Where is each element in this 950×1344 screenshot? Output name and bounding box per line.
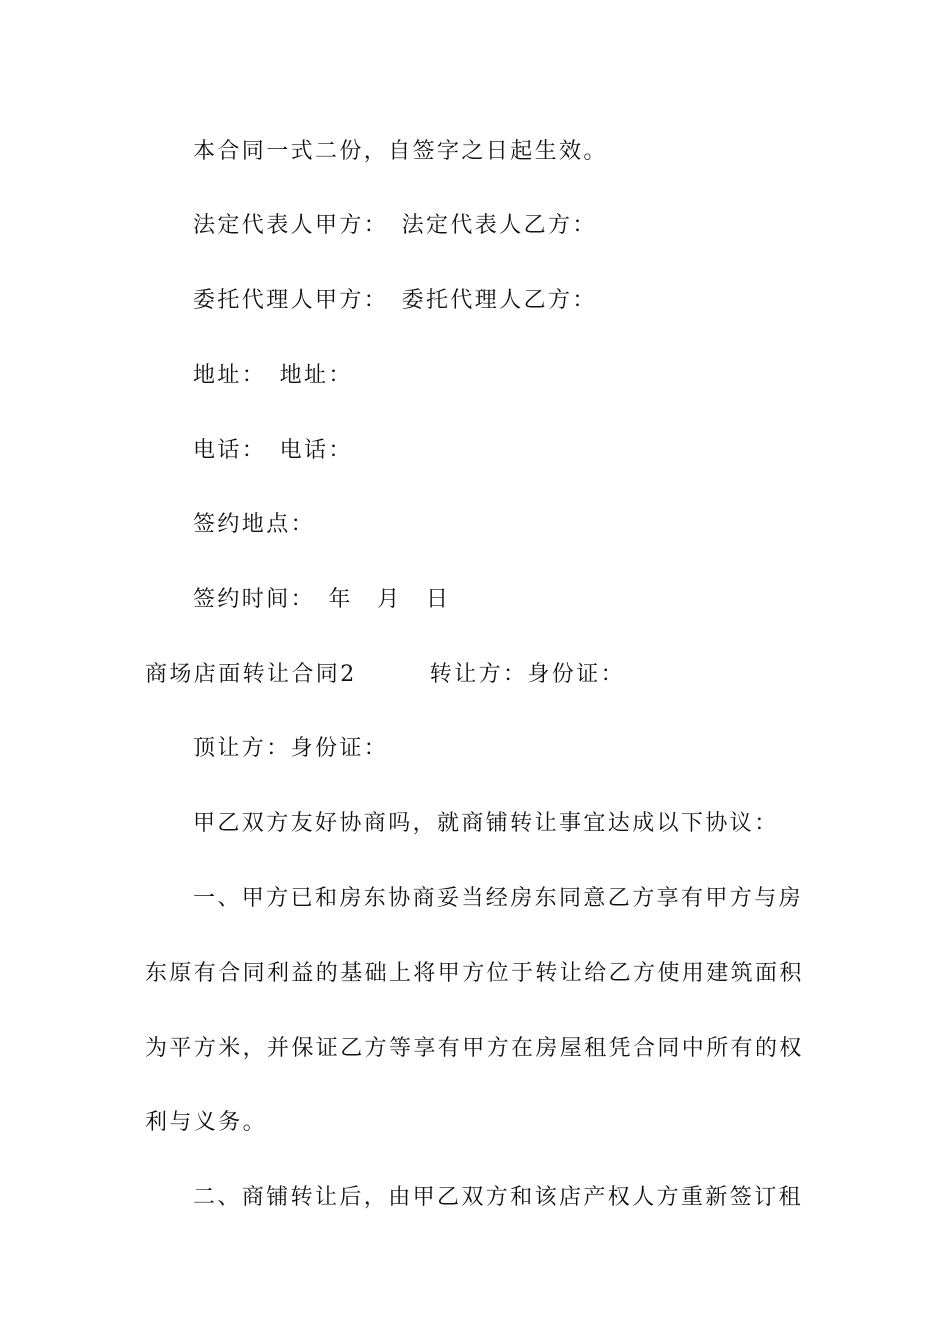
clause-two-line-1: 二、商铺转让后，由甲乙双方和该店产权人方重新签订租 xyxy=(193,1185,804,1210)
signing-date-line: 签约时间： 年 月 日 xyxy=(193,587,451,612)
authorized-agents-line: 委托代理人甲方： 委托代理人乙方： xyxy=(193,288,597,313)
address-line: 地址： 地址： xyxy=(193,363,353,388)
clause-one-line-4: 利与义务。 xyxy=(145,1110,268,1135)
phone-line: 电话： 电话： xyxy=(193,438,353,463)
clause-one-line-2: 东原有合同利益的基础上将甲方位于转让给乙方使用建筑面积 xyxy=(145,961,804,986)
legal-representatives-line: 法定代表人甲方： 法定代表人乙方： xyxy=(193,213,597,238)
contract-title-transferor-line: 商场店面转让合同2 转让方：身份证： xyxy=(145,662,625,687)
effective-clause: 本合同一式二份，自签字之日起生效。 xyxy=(193,139,608,164)
signing-place-line: 签约地点： xyxy=(193,512,316,537)
clause-one-line-1: 一、甲方已和房东协商妥当经房东同意乙方享有甲方与房 xyxy=(193,886,804,911)
clause-one-line-3: 为平方米，并保证乙方等享有甲方在房屋租凭合同中所有的权 xyxy=(145,1036,804,1061)
transferee-line: 顶让方：身份证： xyxy=(193,736,389,761)
agreement-intro: 甲乙双方友好协商吗，就商铺转让事宜达成以下协议： xyxy=(193,811,779,836)
